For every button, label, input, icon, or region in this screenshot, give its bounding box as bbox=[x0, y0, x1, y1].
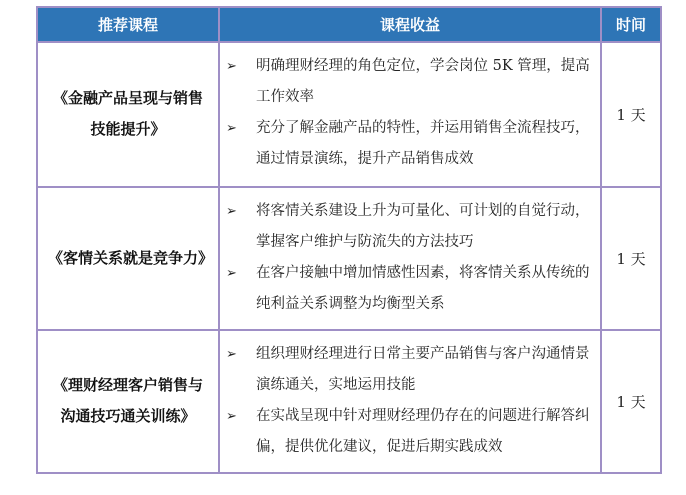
table-row bbox=[37, 42, 661, 187]
benefit-item bbox=[226, 339, 594, 401]
arrow-bullet-icon: ➢ bbox=[226, 408, 237, 424]
course-table bbox=[36, 6, 662, 474]
course-duration: 1 天 bbox=[601, 42, 661, 187]
benefit-text: 充分了解金融产品的特性，并运用销售全流程技巧，通过情景演练，提升产品销售成效 bbox=[256, 119, 590, 167]
benefit-text: 在客户接触中增加情感性因素，将客情关系从传统的纯利益关系调整为均衡型关系 bbox=[256, 264, 590, 312]
benefit-item bbox=[226, 196, 594, 258]
table-header-row bbox=[37, 7, 661, 42]
benefit-text: 将客情关系建设上升为可量化、可计划的自觉行动，掌握客户维护与防流失的方法技巧 bbox=[256, 202, 590, 250]
header-time: 时间 bbox=[601, 7, 661, 42]
arrow-bullet-icon: ➢ bbox=[226, 346, 237, 362]
header-course: 推荐课程 bbox=[37, 7, 219, 42]
table-row bbox=[37, 187, 661, 330]
course-benefits bbox=[219, 330, 601, 473]
course-title: 《客情关系就是竞争力》 bbox=[37, 187, 219, 330]
course-benefits bbox=[219, 42, 601, 187]
table-row bbox=[37, 330, 661, 473]
course-benefits bbox=[219, 187, 601, 330]
benefit-item bbox=[226, 51, 594, 113]
arrow-bullet-icon: ➢ bbox=[226, 120, 237, 136]
arrow-bullet-icon: ➢ bbox=[226, 203, 237, 219]
benefit-text: 明确理财经理的角色定位，学会岗位 5K 管理，提高工作效率 bbox=[256, 57, 590, 105]
benefit-text: 组织理财经理进行日常主要产品销售与客户沟通情景演练通关，实地运用技能 bbox=[256, 345, 590, 393]
course-duration: 1 天 bbox=[601, 187, 661, 330]
benefit-item bbox=[226, 113, 594, 175]
benefit-item bbox=[226, 401, 594, 463]
benefit-item bbox=[226, 258, 594, 320]
arrow-bullet-icon: ➢ bbox=[226, 265, 237, 281]
course-title: 《金融产品呈现与销售技能提升》 bbox=[37, 42, 219, 187]
course-duration: 1 天 bbox=[601, 330, 661, 473]
benefit-text: 在实战呈现中针对理财经理仍存在的问题进行解答纠偏，提供优化建议，促进后期实践成效 bbox=[256, 407, 590, 455]
header-benefits: 课程收益 bbox=[219, 7, 601, 42]
arrow-bullet-icon: ➢ bbox=[226, 58, 237, 74]
course-title: 《理财经理客户销售与沟通技巧通关训练》 bbox=[37, 330, 219, 473]
